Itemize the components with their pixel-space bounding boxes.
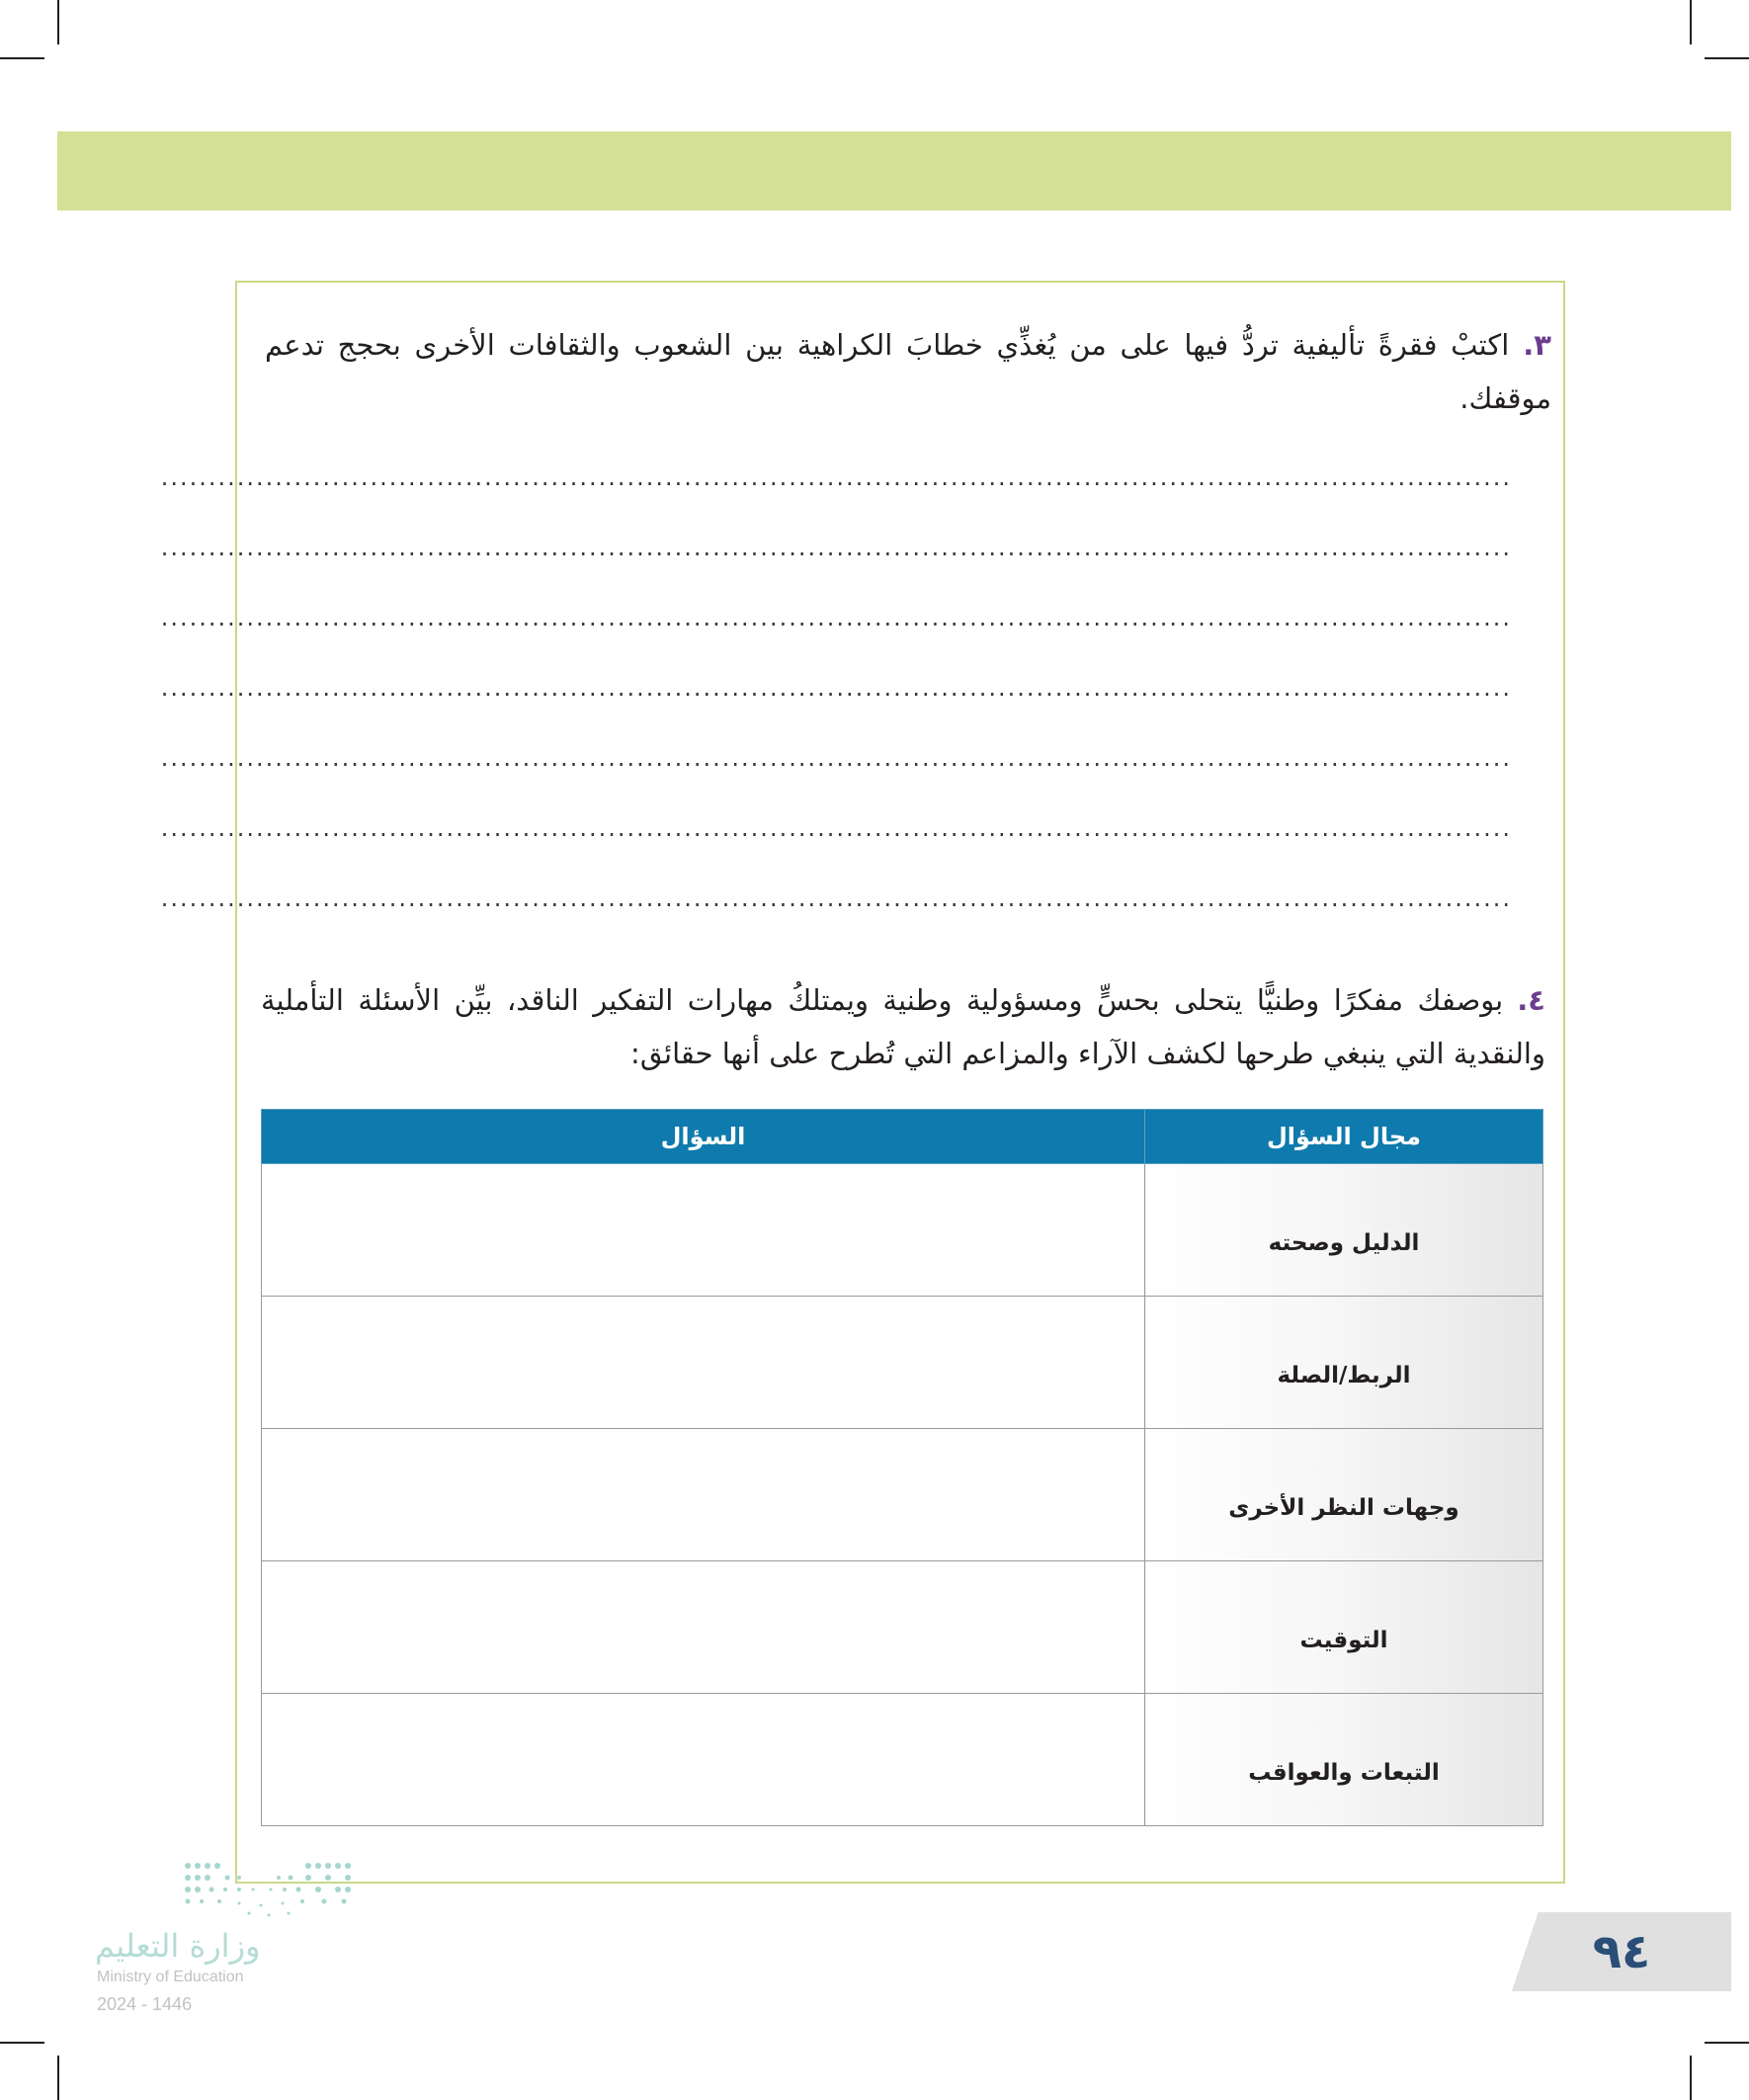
answer-cell[interactable]: [262, 1429, 1145, 1561]
question-3: [265, 318, 1551, 425]
domain-cell: [1145, 1164, 1543, 1297]
answer-line[interactable]: ..............................................................................................................................................: [160, 463, 1512, 491]
question-3-number: ٣.: [1523, 328, 1551, 362]
answer-cell[interactable]: [262, 1164, 1145, 1297]
domain-label: التبعات والعواقب: [1248, 1759, 1440, 1786]
table-header-row: [262, 1110, 1543, 1164]
crop-mark: [0, 2042, 44, 2044]
header-band: [57, 131, 1731, 210]
table-row: [262, 1297, 1543, 1429]
answer-line[interactable]: ..............................................................................................................................................: [160, 814, 1512, 842]
crop-mark: [1690, 0, 1692, 44]
domain-cell: [1145, 1561, 1543, 1694]
crop-mark: [1705, 57, 1749, 59]
crop-mark: [0, 57, 44, 59]
table-row: [262, 1429, 1543, 1561]
domain-label: التوقيت: [1299, 1627, 1388, 1653]
answer-lines: [160, 443, 1512, 934]
ministry-logo-dots-icon: [180, 1860, 358, 1919]
ministry-name-arabic: وزارة التعليم: [95, 1927, 261, 1965]
question-4-text: بوصفك مفكرًا وطنيًّا يتحلى بحسٍّ ومسؤولية وطنية ويمتلكُ مهارات التفكير الناقد، بيِّن الأسئلة التأملية والنقدية التي ينبغي طرحها لكشف الآراء والمزاعم التي تُطرح على أنها حقائق:: [261, 983, 1545, 1070]
answer-line[interactable]: ..............................................................................................................................................: [160, 744, 1512, 772]
domain-label: الدليل وصحته: [1268, 1229, 1420, 1256]
header-domain: مجال السؤال: [1145, 1110, 1543, 1164]
answer-line[interactable]: ..............................................................................................................................................: [160, 674, 1512, 702]
crop-mark: [1705, 2042, 1749, 2044]
ministry-name-english: Ministry of Education: [97, 1969, 244, 1985]
crop-mark: [57, 2056, 59, 2100]
domain-label: وجهات النظر الأخرى: [1228, 1494, 1459, 1521]
answer-cell[interactable]: [262, 1694, 1145, 1826]
crop-mark: [57, 0, 59, 44]
question-4-number: ٤.: [1517, 983, 1545, 1017]
domain-cell: [1145, 1297, 1543, 1429]
crop-mark: [1690, 2056, 1692, 2100]
table-row: [262, 1561, 1543, 1694]
table-row: [262, 1694, 1543, 1826]
page-number: ٩٤: [1592, 1924, 1651, 1979]
header-question: السؤال: [262, 1110, 1145, 1164]
ministry-year: 2024 - 1446: [97, 1994, 193, 2014]
answer-line[interactable]: ..............................................................................................................................................: [160, 884, 1512, 912]
answer-line[interactable]: ..............................................................................................................................................: [160, 534, 1512, 561]
domain-cell: [1145, 1694, 1543, 1826]
answer-cell[interactable]: [262, 1297, 1145, 1429]
domain-label: الربط/الصلة: [1277, 1362, 1411, 1388]
domain-cell: [1145, 1429, 1543, 1561]
question-4: [261, 973, 1545, 1080]
questions-table: [261, 1109, 1543, 1826]
question-3-text: اكتبْ فقرةً تأليفية تردُّ فيها على من يُغذِّي خطابَ الكراهية بين الشعوب والثقافات الأخرى بحجج تدعم موقفك.: [265, 328, 1551, 415]
answer-cell[interactable]: [262, 1561, 1145, 1694]
table-row: [262, 1164, 1543, 1297]
answer-line[interactable]: ..............................................................................................................................................: [160, 604, 1512, 631]
